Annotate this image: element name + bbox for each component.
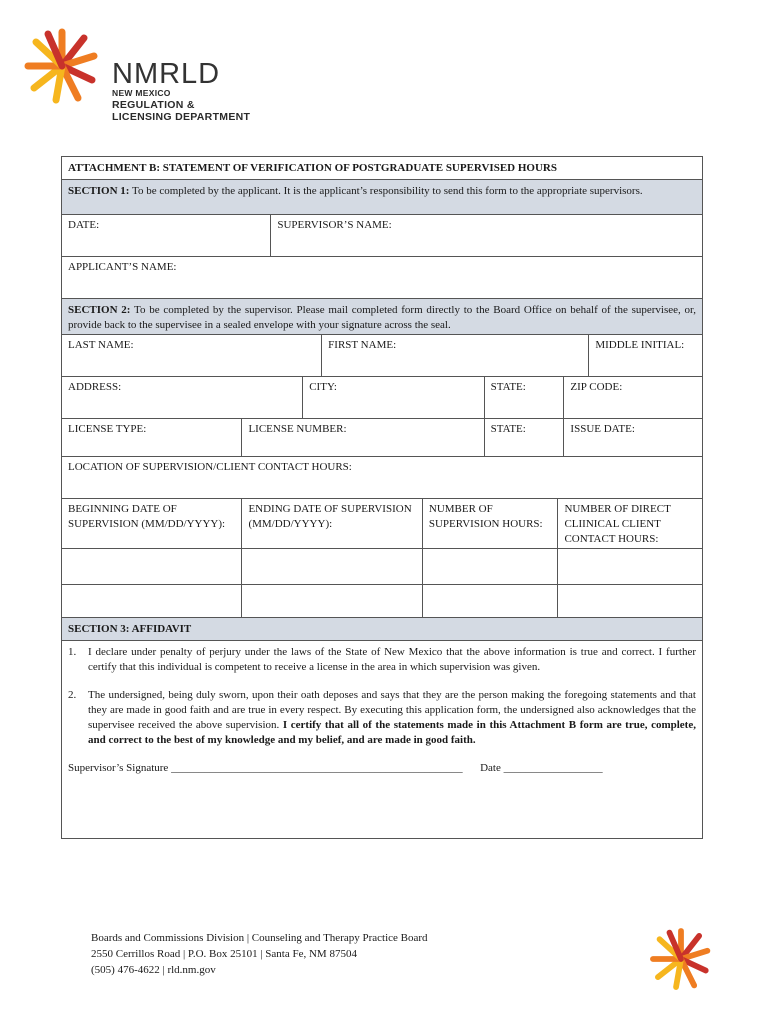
logo-line2: REGULATION & xyxy=(112,99,195,111)
footer-line3: (505) 476-4622 | rld.nm.gov xyxy=(91,964,216,976)
affidavit-item-1-number: 1. xyxy=(68,646,77,658)
footer-line2: 2550 Cerrillos Road | P.O. Box 25101 | Santa Fe, NM 87504 xyxy=(91,948,357,960)
direct-contact-hours-input[interactable] xyxy=(558,585,702,617)
nmrld-logo xyxy=(22,26,282,126)
address-field[interactable] xyxy=(62,377,303,418)
license-state-label: STATE: xyxy=(490,423,526,435)
city-label: CITY: xyxy=(309,381,337,393)
hours-entry-row xyxy=(62,549,702,585)
last-name-label: LAST NAME: xyxy=(68,339,134,351)
location-row xyxy=(62,457,702,499)
affidavit-item-1 xyxy=(68,645,696,675)
middle-initial-label: MIDDLE INITIAL: xyxy=(595,339,685,351)
footer-line1: Boards and Commissions Division | Counseling and Therapy Practice Board xyxy=(91,932,428,944)
ending-date-header: ENDING DATE OF SUPERVISION (MM/DD/YYYY): xyxy=(242,499,422,548)
license-row xyxy=(62,419,702,457)
signature-date-line[interactable]: Date __________________ xyxy=(480,762,603,774)
affidavit-body xyxy=(62,641,702,838)
supervision-hours-input[interactable] xyxy=(423,585,559,617)
beginning-date-header: BEGINNING DATE OF SUPERVISION (MM/DD/YYYY): xyxy=(62,499,242,548)
applicant-name-label: APPLICANT’S NAME: xyxy=(68,261,177,273)
section1-instructions xyxy=(62,180,702,214)
signature-block xyxy=(68,761,696,776)
applicant-name-field[interactable] xyxy=(62,257,702,298)
section3-header-row xyxy=(62,618,702,641)
footer-contact xyxy=(91,930,428,978)
zip-code-field[interactable] xyxy=(564,377,702,418)
affidavit-row xyxy=(62,641,702,838)
city-field[interactable] xyxy=(303,377,484,418)
name-row xyxy=(62,335,702,377)
verification-form xyxy=(61,156,703,839)
section1-text: To be completed by the applicant. It is the applicant’s responsibility to send this form to the appropriate supervisors. xyxy=(129,185,643,197)
hours-header-row xyxy=(62,499,702,549)
direct-contact-hours-input[interactable] xyxy=(558,549,702,584)
location-field[interactable] xyxy=(62,457,702,498)
license-type-label: LICENSE TYPE: xyxy=(68,423,147,435)
state-label: STATE: xyxy=(490,381,526,393)
ending-date-input[interactable] xyxy=(242,549,422,584)
last-name-field[interactable] xyxy=(62,335,322,376)
form-title-row xyxy=(62,157,702,180)
section1-heading: SECTION 1: xyxy=(68,185,130,197)
section1-header xyxy=(62,180,702,215)
supervision-hours-header: NUMBER OF SUPERVISION HOURS: xyxy=(423,499,559,548)
section2-header xyxy=(62,299,702,335)
section2-instructions xyxy=(62,299,702,334)
beginning-date-input[interactable] xyxy=(62,549,242,584)
address-row xyxy=(62,377,702,419)
footer-sunburst-icon xyxy=(648,926,714,992)
affidavit-item-2-number: 2. xyxy=(68,689,77,701)
supervision-hours-input[interactable] xyxy=(423,549,559,584)
middle-initial-field[interactable] xyxy=(589,335,702,376)
affidavit-item-2-text xyxy=(88,688,696,748)
state-field[interactable] xyxy=(485,377,565,418)
location-label: LOCATION OF SUPERVISION/CLIENT CONTACT HOURS: xyxy=(68,461,352,473)
issue-date-label: ISSUE DATE: xyxy=(570,423,635,435)
sunburst-logo-icon xyxy=(22,26,102,106)
logo-brand: NMRLD xyxy=(112,58,221,90)
address-label: ADDRESS: xyxy=(68,381,122,393)
applicant-row xyxy=(62,257,702,299)
license-number-field[interactable] xyxy=(242,419,484,456)
ending-date-input[interactable] xyxy=(242,585,422,617)
first-name-label: FIRST NAME: xyxy=(328,339,397,351)
date-supervisor-row xyxy=(62,215,702,257)
logo-subtitle xyxy=(112,88,250,123)
affidavit-item-1-text: I declare under penalty of perjury under the laws of the State of New Mexico that the above information is true and correct. I further certify that this individual is competent to receive a license in the area in which supervision was given. xyxy=(88,646,696,673)
affidavit-item-2-certify: I certify that all of the statements made in this Attachment B form are true, complete, and correct to the best of my knowledge and my belief, and are made in good faith. xyxy=(88,719,696,746)
supervisor-name-label: SUPERVISOR’S NAME: xyxy=(277,219,392,231)
license-type-field[interactable] xyxy=(62,419,242,456)
supervisor-name-field[interactable] xyxy=(271,215,702,256)
first-name-field[interactable] xyxy=(322,335,589,376)
beginning-date-input[interactable] xyxy=(62,585,242,617)
hours-entry-row xyxy=(62,585,702,618)
section2-heading: SECTION 2: xyxy=(68,304,131,316)
date-label: DATE: xyxy=(68,219,100,231)
section2-text: To be completed by the supervisor. Please mail completed form directly to the Board Office on behalf of the supervisee, or, provide back to the supervisee in a sealed envelope with your signature across the seal. xyxy=(68,304,696,331)
affidavit-item-2-plain: The undersigned, being duly sworn, upon their oath deposes and says that they are the person making the foregoing statements and that they are made in good faith and are true in every respect. By executing this application form, the undersigned also acknowledges that the supervisee received the above supervision. xyxy=(88,689,696,731)
zip-code-label: ZIP CODE: xyxy=(570,381,623,393)
license-state-field[interactable] xyxy=(485,419,565,456)
form-title: ATTACHMENT B: STATEMENT OF VERIFICATION OF POSTGRADUATE SUPERVISED HOURS xyxy=(68,162,557,174)
affidavit-item-2 xyxy=(68,688,696,748)
supervisor-signature-line[interactable]: Supervisor’s Signature _____________________________________________________ xyxy=(68,762,463,774)
logo-line3: LICENSING DEPARTMENT xyxy=(112,111,251,123)
date-field[interactable] xyxy=(62,215,271,256)
section3-heading: SECTION 3: AFFIDAVIT xyxy=(68,623,192,635)
logo-line1: NEW MEXICO xyxy=(112,88,171,98)
license-number-label: LICENSE NUMBER: xyxy=(248,423,347,435)
direct-contact-hours-header: NUMBER OF DIRECT CLIINICAL CLIENT CONTACT HOURS: xyxy=(564,503,671,545)
issue-date-field[interactable] xyxy=(564,419,702,456)
